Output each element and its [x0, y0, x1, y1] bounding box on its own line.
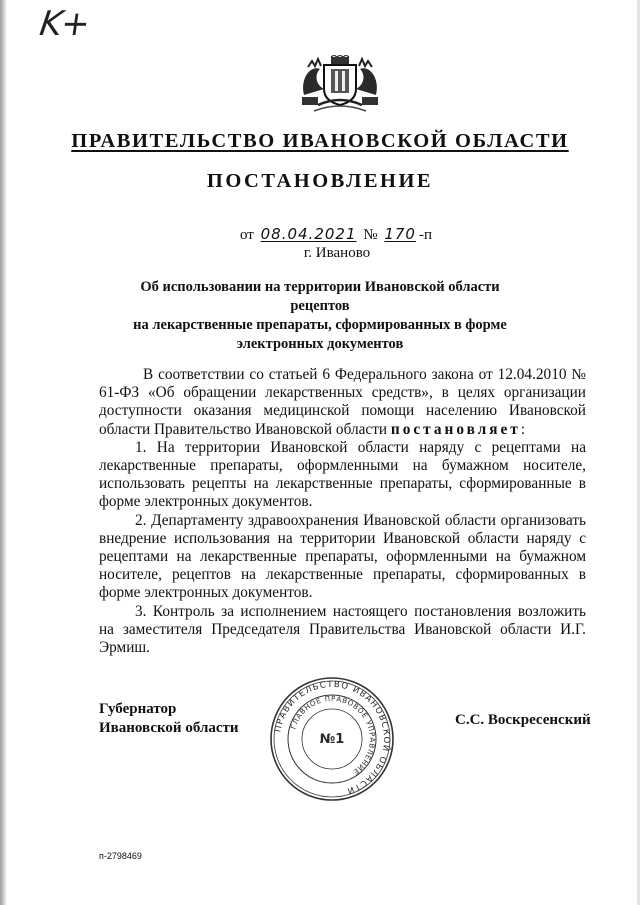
seal-number: №1 [319, 732, 345, 747]
government-title: ПРАВИТЕЛЬСТВО ИВАНОВСКОЙ ОБЛАСТИ [71, 130, 569, 152]
signatory-title-line: Губернатор [99, 701, 177, 717]
handwritten-number: 170 [384, 225, 416, 243]
clause-1: 1. На территории Ивановской области наряду с рецептами на лекарственные препараты, оформленными на бумажном носителе, использовать рецепты на лекарственные препараты, сформированные в форме электронных документов. [99, 438, 586, 511]
subject-line: на лекарственные препараты, сформированных в форме [133, 317, 507, 333]
decree-body [99, 366, 586, 657]
document-code: п-2798469 [99, 851, 142, 861]
subject-line: Об использовании на территории Ивановской области рецептов [140, 279, 500, 314]
document-type-title: ПОСТАНОВЛЕНИЕ [206, 170, 434, 192]
signatory-title [99, 700, 239, 738]
resolves-word: постановляет [390, 420, 521, 438]
city-line: г. Иваново [303, 245, 371, 261]
resolves-colon: : [520, 420, 526, 438]
subject-line: электронных документов [236, 336, 404, 352]
seal-outer-text: ПРАВИТЕЛЬСТВО ИВАНОВСКОЙ ОБЛАСТИ [273, 679, 392, 796]
official-seal-stamp [268, 675, 396, 803]
date-prefix: от [240, 227, 254, 243]
decree-dateline [240, 225, 432, 244]
preamble-paragraph [99, 366, 586, 439]
seal-inner-text: ГЛАВНОЕ ПРАВОВОЕ УПРАВЛЕНИЕ [289, 694, 377, 777]
handwritten-corner-mark: K+ [37, 4, 92, 44]
decree-subject [110, 278, 530, 354]
number-sign: № [363, 227, 378, 243]
number-suffix: -п [418, 227, 432, 243]
coat-of-arms-icon [298, 55, 382, 115]
clause-3: 3. Контроль за исполнением настоящего постановления возложить на заместителя Председателя Правительства Ивановской области И.Г. Эрмиш. [99, 602, 586, 657]
preamble-text: В соответствии со статьей 6 Федерального закона от 12.04.2010 № 61-ФЗ «Об обращении лекарственных средств», в целях организации доступности оказания медицинской помощи населению Ивановской области Правительство Ивановской области [99, 366, 586, 438]
signatory-title-line: Ивановской области [99, 720, 239, 736]
signatory-name: С.С. Воскресенский [455, 712, 591, 728]
handwritten-date: 08.04.2021 [260, 225, 357, 243]
clause-2: 2. Департаменту здравоохранения Ивановской области организовать внедрение использования на территории Ивановской области наряду с рецептами на лекарственные препараты, оформленными на бумажном носителе, рецептов на лекарственные препараты, сформированных в форме электронных документов. [99, 511, 586, 602]
